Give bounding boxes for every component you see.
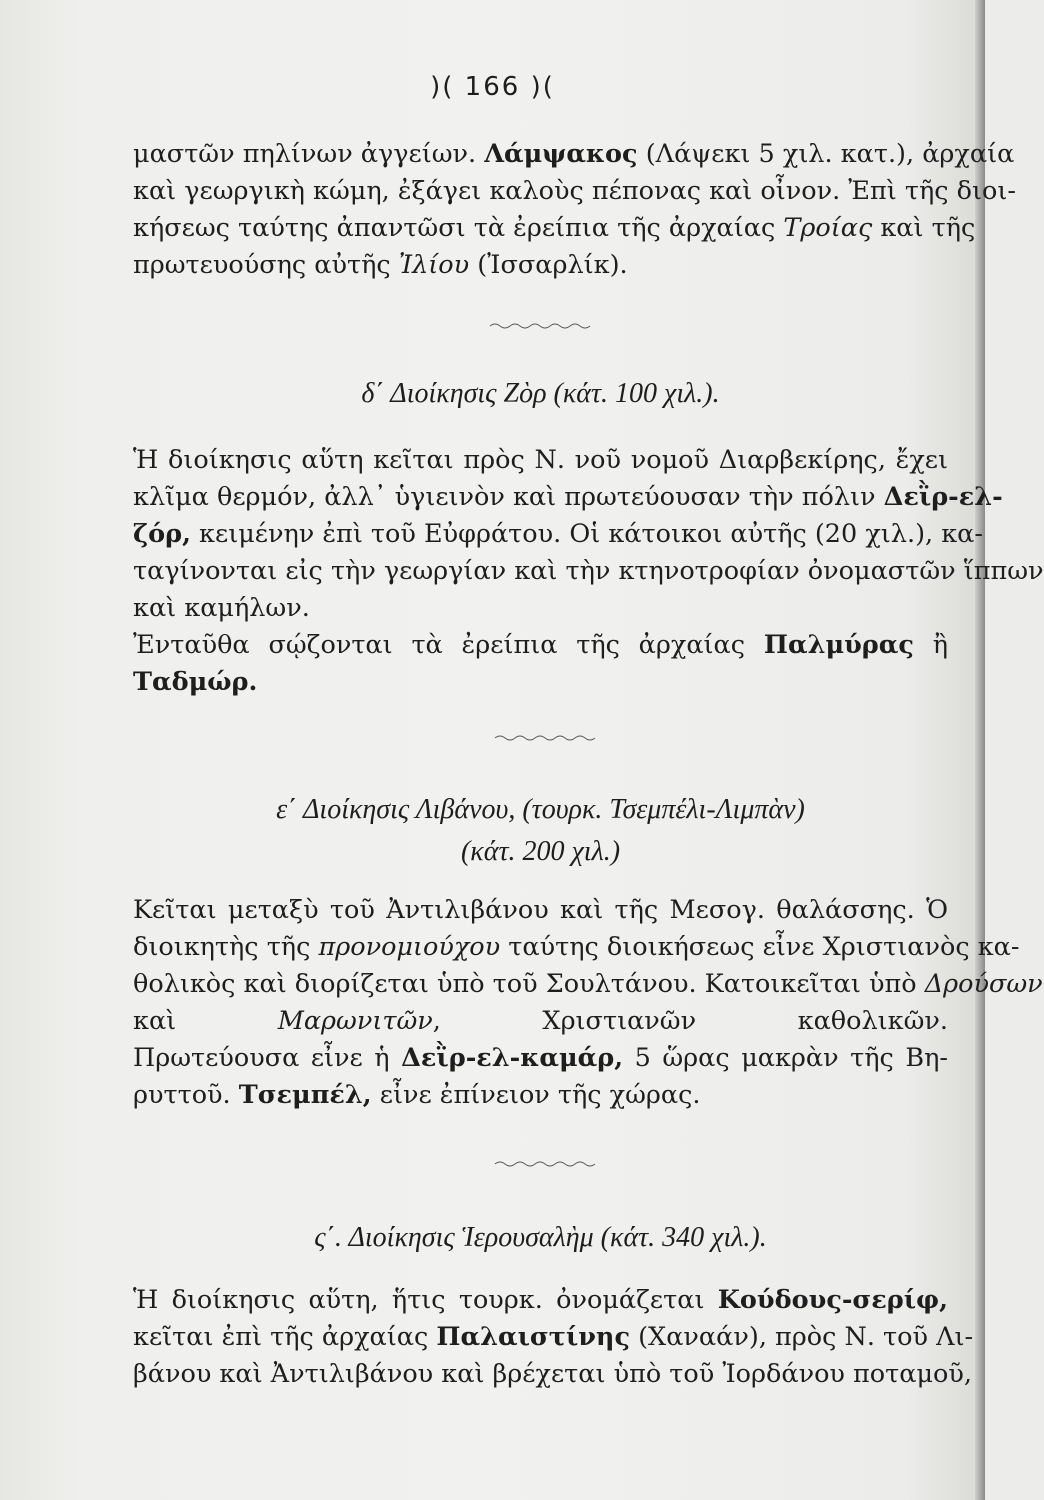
text-line — [133, 1040, 948, 1077]
text-line — [133, 442, 948, 479]
bold-place-name: Δεῒρ-ελ- — [883, 482, 1003, 512]
text-run: μαστῶν πηλίνων ἀγγείων. — [133, 139, 485, 169]
text-run: ρυττοῦ. — [133, 1080, 239, 1110]
text-run: κλῖμα θερμόν, ἀλλ᾽ ὑγιεινὸν καὶ πρωτεύουσαν τὴν πόλιν — [133, 482, 884, 512]
text-run: θολικὸς καὶ διορίζεται ὑπὸ τοῦ Σουλτάνου. Κατοικεῖται ὑπὸ — [133, 969, 925, 999]
text-run: (Ἰσσαρλίκ). — [469, 250, 628, 280]
paragraph-jerusalem — [133, 1282, 974, 1393]
text-run: Πρωτεύουσα εἶνε ἡ — [133, 1043, 402, 1073]
text-run: καὶ τῆς — [872, 213, 976, 243]
italic-term: Τροίας — [783, 213, 873, 243]
text-run: κειμένην ἐπὶ τοῦ Εὐφράτου. Οἱ κάτοικοι αὐτῆς (20 χιλ.), κα- — [190, 519, 984, 549]
text-run: , Χριστιανῶν καθολικῶν. — [432, 1006, 948, 1036]
wavy-separator — [495, 1160, 595, 1168]
text-line — [133, 1003, 948, 1040]
text-run: Ἡ διοίκησις αὕτη, ἥτις τουρκ. ὀνομάζεται — [133, 1285, 718, 1315]
text-line — [133, 892, 948, 929]
text-run: (Λάψεκι 5 χιλ. κατ.), ἀρχαία — [637, 139, 1015, 169]
text-run: ἢ — [913, 630, 948, 660]
text-run: καὶ — [133, 1006, 278, 1036]
italic-term: Μαρωνιτῶν — [277, 1006, 433, 1036]
bold-place-name: Λάμψακος — [484, 139, 638, 169]
section-heading-jerusalem: ς΄. Διοίκησις Ἱερουσαλὴμ (κάτ. 340 χιλ.). — [314, 1222, 767, 1253]
text-run: πρωτευούσης αὐτῆς — [133, 250, 399, 280]
text-line — [133, 590, 948, 627]
text-run: Κεῖται μεταξὺ τοῦ Ἀντιλιβάνου καὶ τῆς Μεσογ. θαλάσσης. Ὁ — [133, 895, 948, 925]
text-run: εἶνε ἐπίνειον τῆς χώρας. — [371, 1080, 701, 1110]
text-line — [133, 136, 1015, 173]
page-edge-shadow — [975, 0, 985, 1500]
bold-place-name: Δεῒρ-ελ-καμάρ, — [401, 1043, 624, 1073]
text-run: κεῖται ἐπὶ τῆς ἀρχαίας — [133, 1322, 437, 1352]
text-line — [133, 553, 1044, 590]
text-run: Ἐνταῦθα σῴζονται τὰ ἐρείπια τῆς ἀρχαίας — [133, 630, 764, 660]
section-heading-lebanon-line2: (κάτ. 200 χιλ.) — [460, 836, 621, 867]
page-number: )( 166 )( — [430, 72, 555, 102]
text-run: 5 ὥρας μακρὰν τῆς Βη- — [623, 1043, 948, 1073]
text-run: βάνου καὶ Ἀντιλιβάνου καὶ βρέχεται ὑπὸ τοῦ Ἰορδάνου ποταμοῦ, — [133, 1359, 973, 1389]
bold-place-name: ζόρ, — [133, 519, 191, 549]
paragraph-lampsakos — [133, 136, 1016, 284]
text-run: διοικητὴς τῆς — [133, 932, 319, 962]
wavy-separator — [495, 734, 595, 742]
text-run: ταύτης διοικήσεως εἶνε Χριστιανὸς κα- — [500, 932, 1020, 962]
text-line — [133, 479, 1003, 516]
text-line — [133, 929, 1020, 966]
text-line — [133, 1282, 948, 1319]
bold-place-name: Ταδμώρ. — [133, 667, 258, 697]
text-run: καὶ γεωργικὴ κώμη, ἐξάγει καλοὺς πέπονας καὶ οἶνον. Ἐπὶ τῆς διοι- — [133, 176, 1016, 206]
italic-term: Ἰλίου — [398, 250, 470, 280]
bold-place-name: Τσεμπέλ, — [238, 1080, 372, 1110]
text-line — [133, 664, 948, 701]
text-line — [133, 627, 948, 664]
bold-place-name: Παλμύρας — [763, 630, 914, 660]
text-line — [133, 516, 984, 553]
bold-place-name: Παλαιστίνης — [436, 1322, 630, 1352]
italic-term: προνομιούχου — [318, 932, 501, 962]
text-line — [133, 1077, 948, 1114]
bold-place-name: Κούδους-σερίφ, — [717, 1285, 948, 1315]
section-heading-lebanon-line1: ε΄ Διοίκησις Λιβάνου, (τουρκ. Τσεμπέλι-Λιμπὰν) — [276, 794, 805, 825]
italic-term: Δρούσων — [924, 969, 1043, 999]
paragraph-lebanon — [133, 892, 1043, 1114]
text-line — [133, 1319, 974, 1356]
section-heading-zor: δ΄ Διοίκησις Ζὸρ (κάτ. 100 χιλ.). — [361, 378, 720, 409]
text-line — [133, 966, 1043, 1003]
text-run: καὶ καμήλων. — [133, 593, 310, 623]
paragraph-zor — [133, 442, 1044, 701]
text-line — [133, 210, 976, 247]
text-run: ταγίνονται εἰς τὴν γεωργίαν καὶ τὴν κτηνοτροφίαν ὀνομαστῶν ἵππων — [133, 556, 1044, 586]
text-run: (Χαναάν), πρὸς Ν. τοῦ Λι- — [630, 1322, 974, 1352]
wavy-separator — [490, 322, 590, 330]
text-run: Ἡ διοίκησις αὕτη κεῖται πρὸς Ν. νοῦ νομοῦ Διαρβεκίρης, ἔχει — [133, 445, 948, 475]
text-line — [133, 173, 1016, 210]
text-run: κήσεως ταύτης ἀπαντῶσι τὰ ἐρείπια τῆς ἀρχαίας — [133, 213, 784, 243]
text-line — [133, 1356, 973, 1393]
text-line — [133, 247, 948, 284]
